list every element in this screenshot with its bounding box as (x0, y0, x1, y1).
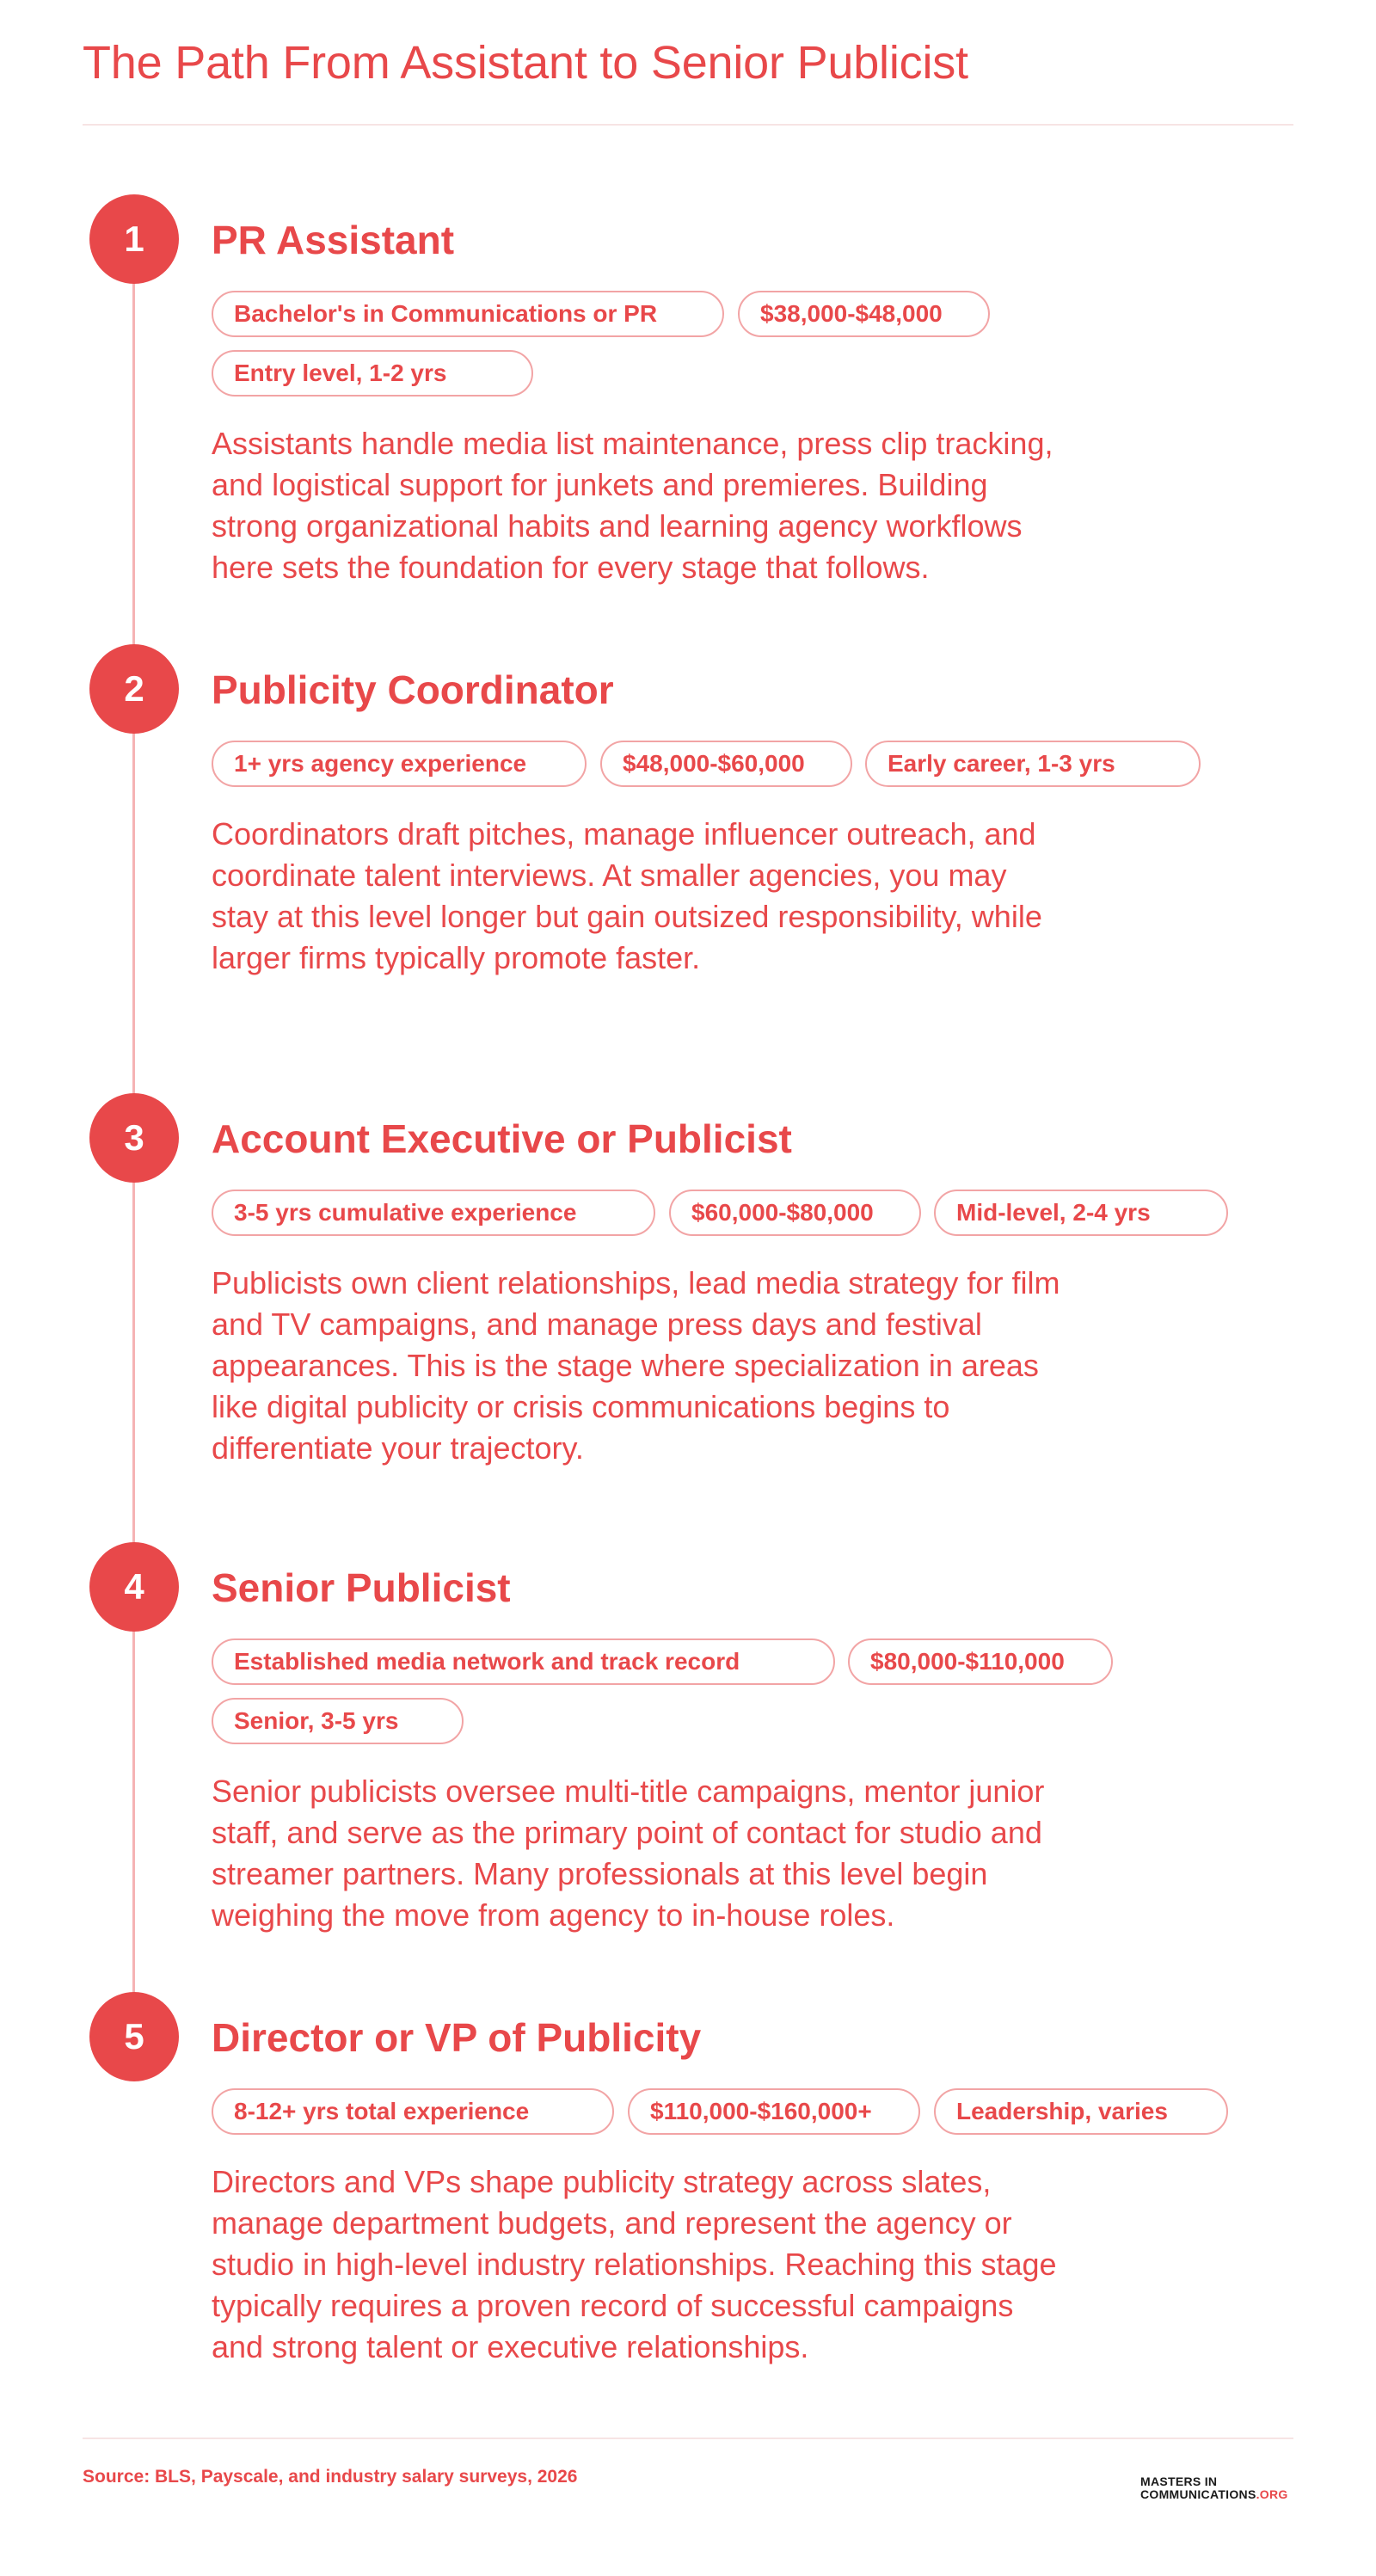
stage-title: Senior Publicist (212, 1565, 511, 1610)
stage-title: PR Assistant (212, 218, 455, 262)
footer-divider (83, 2438, 1293, 2439)
stage-number-badge: 2 (89, 644, 179, 734)
stage-description: Publicists own client relationships, lead media strategy for film and TV campaigns, and manage press days and festival appearances. This is the stage where specialization in areas like digital publicity or crisis communications begins to differentiate your trajectory. (212, 1265, 1060, 1466)
stage-description: Senior publicists oversee multi-title campaigns, mentor junior staff, and serve as the primary point of contact for studio and streamer partners. Many professionals at this level begin weighing the move from agency to in-house roles. (212, 1774, 1045, 1933)
logo-line-2 (1140, 2488, 1288, 2501)
stage-title: Director or VP of Publicity (212, 2015, 702, 2060)
stage-tag: $80,000-$110,000 (848, 1638, 1113, 1685)
stage-tag: Leadership, varies (934, 2088, 1228, 2135)
stage-description: Coordinators draft pitches, manage influencer outreach, and coordinate talent interviews. At smaller agencies, you may stay at this level longer but gain outsized responsibility, while larger firms typically promote faster. (212, 816, 1042, 975)
stage-number-badge: 3 (89, 1093, 179, 1183)
stage-tag: Senior, 3-5 yrs (212, 1698, 464, 1744)
stage-tag: Entry level, 1-2 yrs (212, 350, 533, 397)
stage-tag: Mid-level, 2-4 yrs (934, 1190, 1228, 1236)
stage-tag: $60,000-$80,000 (669, 1190, 921, 1236)
stage-number-badge: 5 (89, 1992, 179, 2081)
stage-tag: Early career, 1-3 yrs (865, 741, 1201, 787)
stage-tag: $38,000-$48,000 (738, 291, 990, 337)
stage-description: Assistants handle media list maintenance, press clip tracking, and logistical support for junkets and premieres. Building strong organizational habits and learning agency workflows here sets the foundation for every stage that follows. (212, 426, 1054, 585)
stage-tag: Established media network and track record (212, 1638, 835, 1685)
source-note: Source: BLS, Payscale, and industry salary surveys, 2026 (83, 2467, 578, 2487)
stage-tag: $48,000-$60,000 (600, 741, 852, 787)
brand-logo (1140, 2475, 1288, 2501)
stage-tag: 1+ yrs agency experience (212, 741, 587, 787)
stage-tag: $110,000-$160,000+ (628, 2088, 920, 2135)
stage-tag: 8-12+ yrs total experience (212, 2088, 614, 2135)
stage-tag: 3-5 yrs cumulative experience (212, 1190, 655, 1236)
stage-number-badge: 4 (89, 1542, 179, 1632)
stage-title: Publicity Coordinator (212, 667, 614, 712)
stage-title: Account Executive or Publicist (212, 1116, 792, 1161)
stage-tag: Bachelor's in Communications or PR (212, 291, 724, 337)
stage-description: Directors and VPs shape publicity strategy across slates, manage department budgets, and represent the agency or studio in high-level industry relationships. Reaching this stage typically requires a proven record of successful campaigns and strong talent or executive relationships. (212, 2164, 1057, 2364)
logo-line-1: MASTERS IN (1140, 2475, 1218, 2488)
logo-word: COMMUNICATIONS (1140, 2487, 1256, 2501)
stage-number-badge: 1 (89, 194, 179, 284)
header-divider (83, 124, 1293, 126)
logo-suffix: .ORG (1256, 2487, 1288, 2501)
page-title: The Path From Assistant to Senior Publicist (83, 37, 968, 89)
